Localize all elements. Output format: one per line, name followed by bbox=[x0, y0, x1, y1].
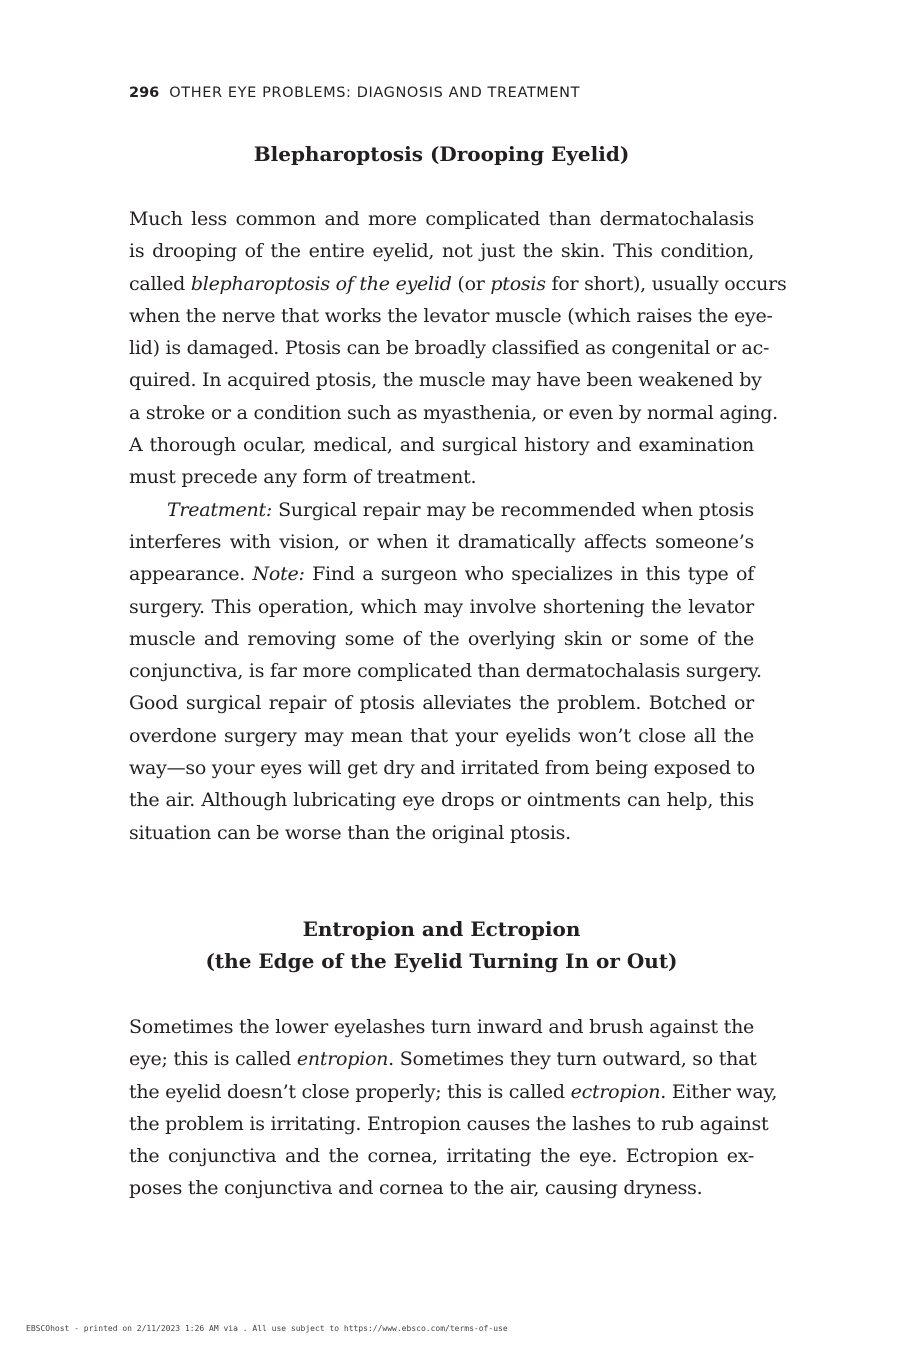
running-header bbox=[129, 85, 580, 101]
text-run: Find a surgeon who specializes in this type of bbox=[304, 563, 754, 586]
text-line: quired. In acquired ptosis, the muscle may have been weakened by bbox=[129, 369, 762, 392]
text-line: surgery. This operation, which may involve shortening the levator bbox=[129, 595, 754, 618]
section-body-blepharoptosis bbox=[129, 203, 787, 849]
text-line: A thorough ocular, medical, and surgical history and examination bbox=[129, 434, 754, 457]
text-line: is drooping of the entire eyelid, not just the skin. This condition, bbox=[129, 240, 754, 263]
italic-label: Note: bbox=[252, 563, 305, 586]
text-line: Much less common and more complicated than dermatochalasis bbox=[129, 208, 754, 230]
section-heading-entropion bbox=[129, 913, 754, 977]
text-line: muscle and removing some of the overlying skin or some of the bbox=[129, 627, 754, 650]
text-line: must precede any form of treatment. bbox=[129, 466, 477, 489]
text-run: Surgical repair may be recommended when ptosis bbox=[272, 498, 754, 521]
text-line: overdone surgery may mean that your eyelids won’t close all the bbox=[129, 724, 754, 747]
italic-term: ectropion bbox=[570, 1080, 661, 1103]
italic-label: Treatment: bbox=[167, 498, 272, 521]
italic-term: entropion bbox=[296, 1048, 389, 1071]
text-run: for short), usually occurs bbox=[545, 272, 787, 295]
text-line: situation can be worse than the original ptosis. bbox=[129, 821, 571, 844]
text-line: the problem is irritating. Entropion causes the lashes to rub against bbox=[129, 1112, 769, 1135]
text-run: called bbox=[129, 272, 191, 295]
text-line: poses the conjunctiva and cornea to the air, causing dryness. bbox=[129, 1177, 703, 1200]
text-line: lid) is damaged. Ptosis can be broadly classified as congenital or ac- bbox=[129, 337, 770, 360]
running-title: OTHER EYE PROBLEMS: DIAGNOSIS AND TREATMENT bbox=[169, 85, 581, 101]
italic-term: blepharoptosis of the eyelid bbox=[190, 272, 452, 295]
section-body-entropion bbox=[129, 1011, 778, 1205]
page-number: 296 bbox=[129, 85, 160, 101]
text-line bbox=[129, 558, 754, 590]
section-heading-blepharoptosis: Blepharoptosis (Drooping Eyelid) bbox=[253, 142, 630, 166]
text-run: eye; this is called bbox=[129, 1048, 297, 1071]
text-line: Sometimes the lower eyelashes turn inward and brush against the bbox=[129, 1016, 755, 1038]
text-line bbox=[129, 1076, 778, 1108]
text-run: appearance. bbox=[129, 563, 253, 586]
text-line: interferes with vision, or when it dramatically affects someone’s bbox=[129, 530, 754, 553]
text-line: way—so your eyes will get dry and irritated from being exposed to bbox=[129, 757, 755, 780]
italic-term: ptosis bbox=[490, 272, 546, 295]
text-line: the air. Although lubricating eye drops or ointments can help, this bbox=[129, 789, 754, 812]
text-line: when the nerve that works the levator muscle (which raises the eye- bbox=[129, 304, 773, 327]
text-line bbox=[129, 1043, 757, 1075]
text-run: . Either way, bbox=[660, 1080, 778, 1103]
text-line bbox=[129, 268, 787, 300]
text-line: conjunctiva, is far more complicated than dermatochalasis surgery. bbox=[129, 660, 762, 683]
print-footer: EBSCOhost - printed on 2/11/2023 1:26 AM via . All use subject to https://www.ebsco.com/terms-of-use bbox=[26, 1324, 508, 1333]
text-run: (or bbox=[451, 272, 491, 295]
heading-line: Entropion and Ectropion bbox=[302, 917, 581, 941]
text-run: . Sometimes they turn outward, so that bbox=[388, 1048, 757, 1071]
text-run: the eyelid doesn’t close properly; this is called bbox=[129, 1080, 571, 1103]
text-line: Good surgical repair of ptosis alleviates the problem. Botched or bbox=[129, 692, 754, 715]
text-line bbox=[129, 494, 754, 526]
text-line: a stroke or a condition such as myasthenia, or even by normal aging. bbox=[129, 401, 778, 424]
text-line: the conjunctiva and the cornea, irritating the eye. Ectropion ex- bbox=[129, 1145, 754, 1168]
heading-line: (the Edge of the Eyelid Turning In or Out) bbox=[205, 949, 678, 973]
